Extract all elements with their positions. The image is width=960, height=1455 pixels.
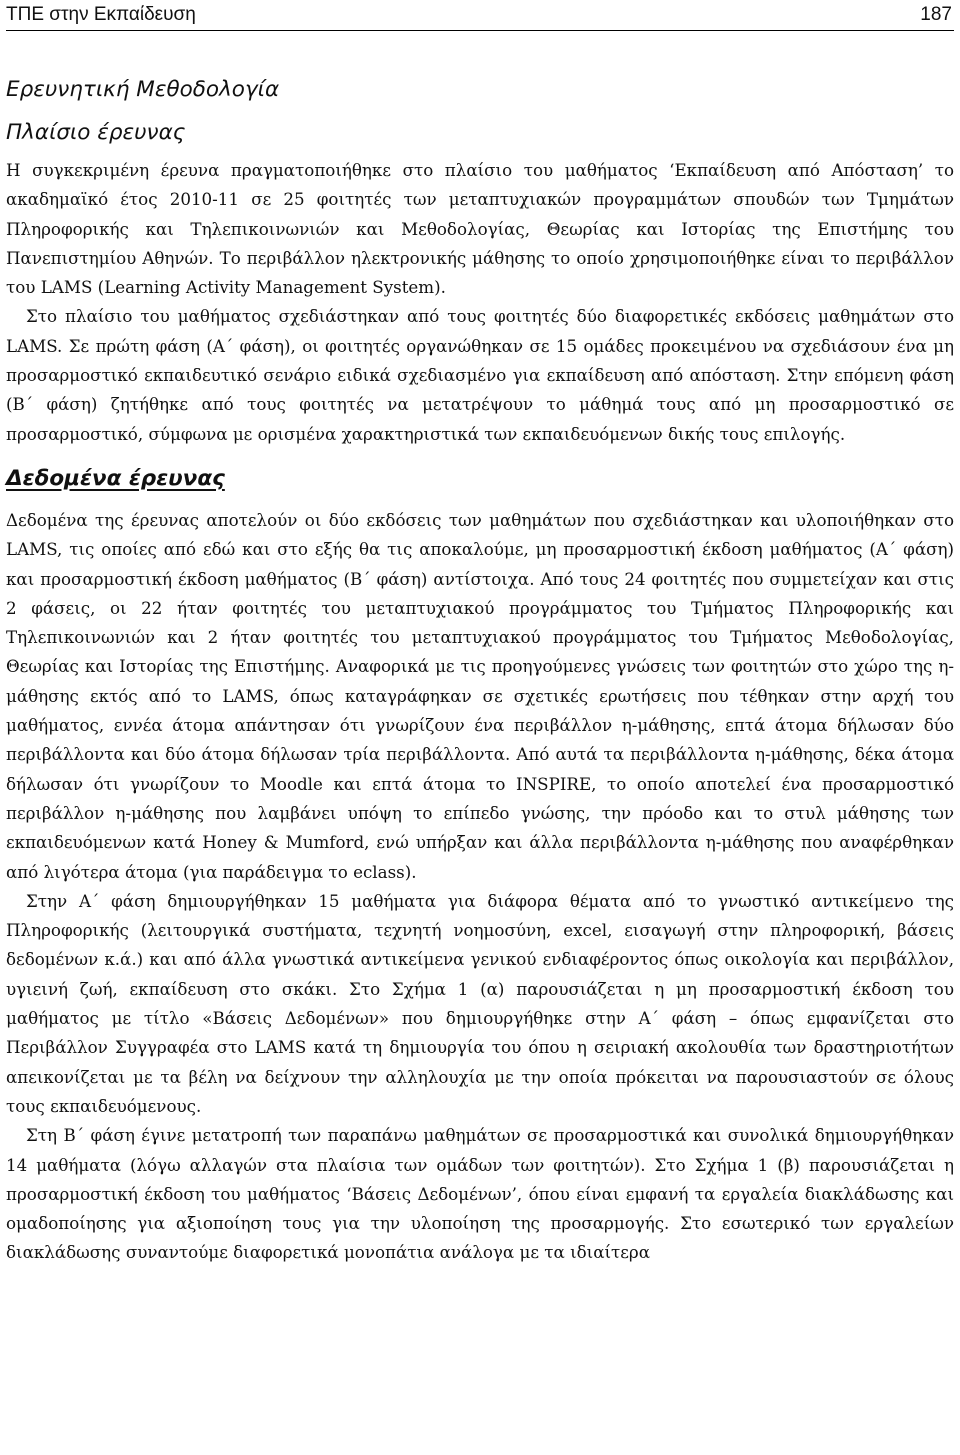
paragraph-framework-2: Στο πλαίσιο του μαθήματος σχεδιάστηκαν από τους φοιτητές δύο διαφορετικές εκδόσεις μαθημάτων στο LAMS. Σε πρώτη φάση (Α΄ φάση), οι φοιτητές οργανώθηκαν σε 15 ομάδες προκειμένου να σχεδιάσουν ένα μη προσαρμοστικό εκπαιδευτικό σενάριο ειδικά σχεδιασμένο για εκπαίδευση από απόσταση. Στην επόμενη φάση (Β΄ φάση) ζητήθηκε από τους φοιτητές να μετατρέψουν το μάθημά τους από μη προσαρμοστικό σε προσαρμοστικό, σύμφωνα με ορισμένα χαρακτηριστικά των εκπαιδευόμενων δικής τους επιλογής. xyxy=(6,306,954,444)
journal-title: ΤΠΕ στην Εκπαίδευση xyxy=(6,4,196,25)
running-header xyxy=(6,2,954,31)
section-title-methodology: Ερευνητική Μεθοδολογία xyxy=(6,77,280,102)
subsection-title-data: Δεδομένα έρευνας xyxy=(6,465,225,491)
main-content xyxy=(6,70,954,1268)
paragraph-data-1: Δεδομένα της έρευνας αποτελούν οι δύο εκδόσεις των μαθημάτων που σχεδιάστηκαν και υλοποιήθηκαν στο LAMS, τις οποίες από εδώ και στο εξής θα τις αποκαλούμε, μη προσαρμοστική έκδοση μαθήματος (Α΄ φάση) και προσαρμοστική έκδοση μαθήματος (Β΄ φάση) αντίστοιχα. Από τους 24 φοιτητές που συμμετείχαν και στις 2 φάσεις, οι 22 ήταν φοιτητές του μεταπτυχιακού προγράμματος του Τμήματος Πληροφορικής και Τηλεπικοινωνιών και 2 ήταν φοιτητές του μεταπτυχιακού προγράμματος του Τμήματος Μεθοδολογίας, Θεωρίας και Ιστορίας της Επιστήμης. Αναφορικά με τις προηγούμενες γνώσεις των φοιτητών στο χώρο της η-μάθησης εκτός από το LAMS, όπως καταγράφηκαν σε σχετικές ερωτήσεις που τέθηκαν στην αρχή του μαθήματος, εννέα άτομα απάντησαν ότι γνωρίζουν ένα περιβάλλον η-μάθησης, επτά άτομα δήλωσαν δύο περιβάλλοντα και δύο άτομα δήλωσαν τρία περιβάλλοντα. Από αυτά τα περιβάλλοντα η-μάθησης, δέκα άτομα δήλωσαν ότι γνωρίζουν το Moodle και επτά άτομα το INSPIRE, το οποίο αποτελεί ένα προσαρμοστικό περιβάλλον η-μάθησης που λαμβάνει υπόψη το επίπεδο γνώσης, την πρόοδο και το στυλ μάθησης των εκπαιδευόμενων κατά Honey & Mumford, ενώ υπήρξαν και άλλα περιβάλλοντα η-μάθησης που αναφέρθηκαν από λιγότερα άτομα (για παράδειγμα το eclass). xyxy=(6,509,954,882)
paragraph-data-3: Στη Β΄ φάση έγινε μετατροπή των παραπάνω μαθημάτων σε προσαρμοστικά και συνολικά δημιουργήθηκαν 14 μαθήματα (λόγω αλλαγών στα πλαίσια των ομάδων των φοιτητών). Στο Σχήμα 1 (β) παρουσιάζεται η προσαρμοστική έκδοση του μαθήματος ‘Βάσεις Δεδομένων’, όπου είναι εμφανή τα εργαλεία διακλάδωσης και ομαδοποίησης για αξιοποίηση τους για την υλοποίηση της προσαρμογής. Στο εσωτερικό των εργαλείων διακλάδωσης συναντούμε διαφορετικά μονοπάτια ανάλογα με τα ιδιαίτερα xyxy=(6,1125,954,1263)
paragraph-framework-1: Η συγκεκριμένη έρευνα πραγματοποιήθηκε στο πλαίσιο του μαθήματος ‘Εκπαίδευση από Απόσταση’ το ακαδημαϊκό έτος 2010-11 σε 25 φοιτητές των μεταπτυχιακών προγραμμάτων σπουδών των Τμημάτων Πληροφορικής και Τηλεπικοινωνιών και Μεθοδολογίας, Θεωρίας και Ιστορίας της Επιστήμης του Πανεπιστημίου Αθηνών. Το περιβάλλον ηλεκτρονικής μάθησης το οποίο χρησιμοποιήθηκε είναι το περιβάλλον του LAMS (Learning Activity Management System). xyxy=(6,160,954,298)
page-number: 187 xyxy=(920,4,952,25)
subsection-title-framework: Πλαίσιο έρευνας xyxy=(6,120,186,145)
paragraph-data-2: Στην Α΄ φάση δημιουργήθηκαν 15 μαθήματα για διάφορα θέματα από το γνωστικό αντικείμενο της Πληροφορικής (λειτουργικά συστήματα, τεχνητή νοημοσύνη, excel, εισαγωγή στην πληροφορική, βάσεις δεδομένων κ.ά.) και από άλλα γνωστικά αντικείμενα γενικού ενδιαφέροντος όπως οικολογία και περιβάλλον, υγιεινή ζωή, εκπαίδευση στο σκάκι. Στο Σχήμα 1 (α) παρουσιάζεται η μη προσαρμοστική έκδοση του μαθήματος με τίτλο «Βάσεις Δεδομένων» που δημιουργήθηκε στην Α΄ φάση – όπως εμφανίζεται στο Περιβάλλον Συγγραφέα στο LAMS κατά τη δημιουργία του όπου η σειριακή ακολουθία των δραστηριοτήτων απεικονίζεται με τα βέλη να δείχνουν την αλληλουχία με την οποία πρόκειται να παρουσιαστούν σε όλους τους εκπαιδευόμενους. xyxy=(6,890,954,1116)
